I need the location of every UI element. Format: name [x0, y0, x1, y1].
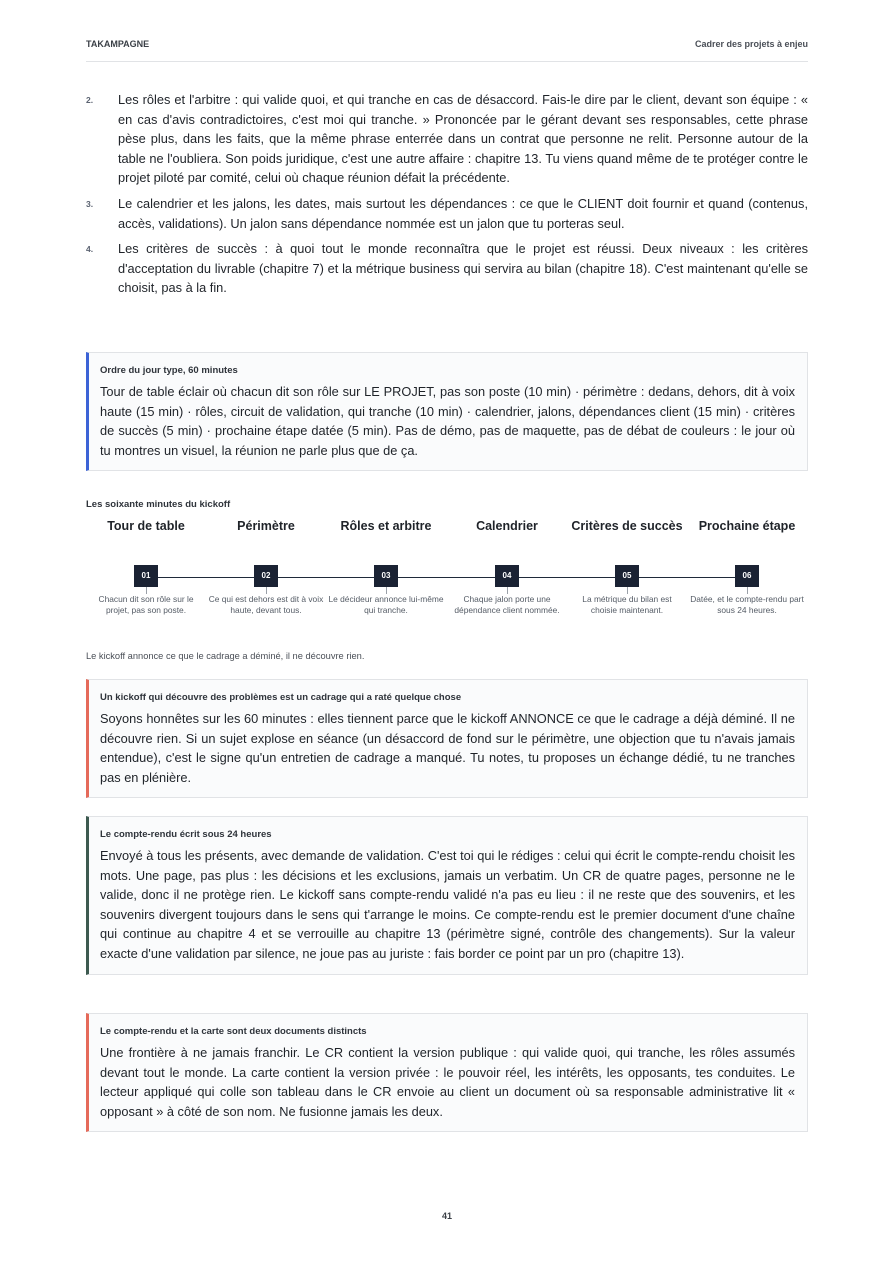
- step-label: Tour de table: [107, 519, 185, 533]
- header-section-title: Cadrer des projets à enjeu: [694, 39, 808, 49]
- list-text: Les rôles et l'arbitre : qui valide quoi, et qui tranche en cas de désaccord. Fais-le dire par le client, devant son équipe : « en cas d'avis contradictoires, c'est moi qui tranche. » Prononcée par le gérant devant ses responsables, cette phrase pèse plus, dans les faits, que la même phrase enterrée dans un contrat que personne ne relit. Personne autour de la table ne l'oubliera. Son poids juridique, c'est une autre affaire : chapitre 13. Tu viens quand même de te protéger contre le projet piloté par comité, celui où chaque réunion défait la précédente.: [118, 92, 808, 186]
- report-callout: [86, 816, 808, 975]
- timeline-caption: Les soixante minutes du kickoff: [86, 499, 231, 510]
- callout-title: Le compte-rendu et la carte sont deux documents distincts: [100, 1026, 367, 1037]
- step-number-badge: 05: [615, 565, 639, 587]
- page-number: 41: [441, 1211, 452, 1221]
- step-tick: [146, 587, 147, 594]
- list-number: 4.: [86, 244, 94, 255]
- list-number: 2.: [86, 95, 94, 105]
- warning-callout: [86, 679, 808, 798]
- numbered-list: [86, 90, 808, 304]
- step-number-badge: 01: [134, 565, 158, 587]
- timeline-step: [567, 518, 687, 616]
- list-text: Les critères de succès : à quoi tout le monde reconnaîtra que le projet est réussi. Deux niveaux : les critères d'acceptation du livrable (chapitre 7) et la métrique business qui servira au bilan (chapitre 18). C'est maintenant qu'elle se choisit, pas à la fin.: [118, 241, 808, 296]
- page-header: [86, 39, 808, 62]
- list-number: 3.: [86, 198, 94, 209]
- callout-title: Le compte-rendu écrit sous 24 heures: [100, 829, 272, 840]
- step-label: Rôles et arbitre: [340, 519, 432, 533]
- step-description: Le décideur annonce lui-même qui tranche.: [328, 594, 444, 615]
- list-item: [86, 239, 808, 298]
- timeline-step: [447, 518, 567, 616]
- header-brand: TAKAMPAGNE: [86, 39, 150, 49]
- callout-body: Envoyé à tous les présents, avec demande de validation. C'est toi qui le rédiges : celui qui écrit le compte-rendu choisit les mots. Une page, pas plus : les décisions et les exclusions, jamais un verbatim. Un CR de quatre pages, personne ne le valide, donc il ne protège rien. Le kickoff sans compte-rendu validé n'a pas eu lieu : il ne reste que des souvenirs, et les souvenirs divergent toujours dans le sens qui t'arrange le moins. Ce compte-rendu est le premier document d'une chaîne qui continue au chapitre 4 et se verrouille au chapitre 13 (périmètre signé, contrôle des changements). Sur la valeur exacte d'une validation par silence, ne joue pas au juriste : fais border ce point par un pro (chapitre 13).: [100, 848, 795, 961]
- step-tick: [507, 587, 508, 594]
- callout-title: Un kickoff qui découvre des problèmes est un cadrage qui a raté quelque chose: [100, 692, 462, 703]
- step-description: Ce qui est dehors est dit à voix haute, devant tous.: [208, 594, 324, 615]
- step-tick: [386, 587, 387, 594]
- callout-body: Une frontière à ne jamais franchir. Le CR contient la version publique : qui valide quoi, qui tranche, les rôles assumés devant tout le monde. La carte contient la version privée : le pouvoir réel, les intérêts, les opposants, tes conduites. Le lecteur appliqué qui colle son tableau dans le CR envoie au client un document où sa responsable administrative lit « opposant » à côté de son nom. Ne fusionne jamais les deux.: [100, 1045, 795, 1119]
- step-tick: [627, 587, 628, 594]
- callout-title: Ordre du jour type, 60 minutes: [100, 365, 238, 376]
- timeline-step: [86, 518, 206, 616]
- step-description: Chaque jalon porte une dépendance client nommée.: [454, 594, 560, 615]
- step-number-badge: 06: [735, 565, 759, 587]
- step-tick: [266, 587, 267, 594]
- step-label: Périmètre: [237, 519, 295, 533]
- timeline-step: [326, 518, 446, 616]
- separate-documents-callout: [86, 1013, 808, 1132]
- step-description: Chacun dit son rôle sur le projet, pas son poste.: [98, 594, 194, 615]
- agenda-callout: [86, 352, 808, 471]
- step-label: Prochaine étape: [698, 519, 796, 533]
- step-number-badge: 02: [254, 565, 278, 587]
- kickoff-timeline: [86, 518, 808, 648]
- step-description: La métrique du bilan est choisie maintenant.: [582, 594, 672, 615]
- timeline-step: [687, 518, 807, 616]
- step-label: Critères de succès: [571, 519, 683, 533]
- list-item: [86, 90, 808, 188]
- step-label: Calendrier: [476, 519, 538, 533]
- timeline-step: [206, 518, 326, 616]
- step-tick: [747, 587, 748, 594]
- step-number-badge: 03: [374, 565, 398, 587]
- list-text: Le calendrier et les jalons, les dates, mais surtout les dépendances : ce que le CLIENT doit fournir et quand (contenus, accès, validations). Un jalon sans dépendance nommée est un jalon que tu porteras seul.: [118, 195, 808, 231]
- callout-body: Tour de table éclair où chacun dit son rôle sur LE PROJET, pas son poste (10 min) · périmètre : dedans, dehors, dit à voix haute (15 min) · rôles, circuit de validation, qui tranche (10 min) · calendrier, jalons, dépendances client (15 min) · critères de succès (5 min) · prochaine étape datée (5 min). Pas de démo, pas de maquette, pas de débat de couleurs : le jour où tu montres un visuel, la réunion ne parle plus que de ça.: [100, 384, 795, 458]
- timeline-note: Le kickoff annonce ce que le cadrage a déminé, il ne découvre rien.: [86, 651, 365, 661]
- callout-body: Soyons honnêtes sur les 60 minutes : elles tiennent parce que le kickoff ANNONCE ce que le cadrage a déjà déminé. Il ne découvre rien. Si un sujet explose en séance (un désaccord de fond sur le périmètre, une objection que tu n'avais jamais entendue), c'est le signe qu'un entretien de cadrage a manqué. Tu notes, tu proposes un échange dédié, tu ne tranches pas en plénière.: [100, 711, 795, 785]
- list-item: [86, 194, 808, 233]
- step-number-badge: 04: [495, 565, 519, 587]
- step-description: Datée, et le compte-rendu part sous 24 heures.: [690, 594, 804, 615]
